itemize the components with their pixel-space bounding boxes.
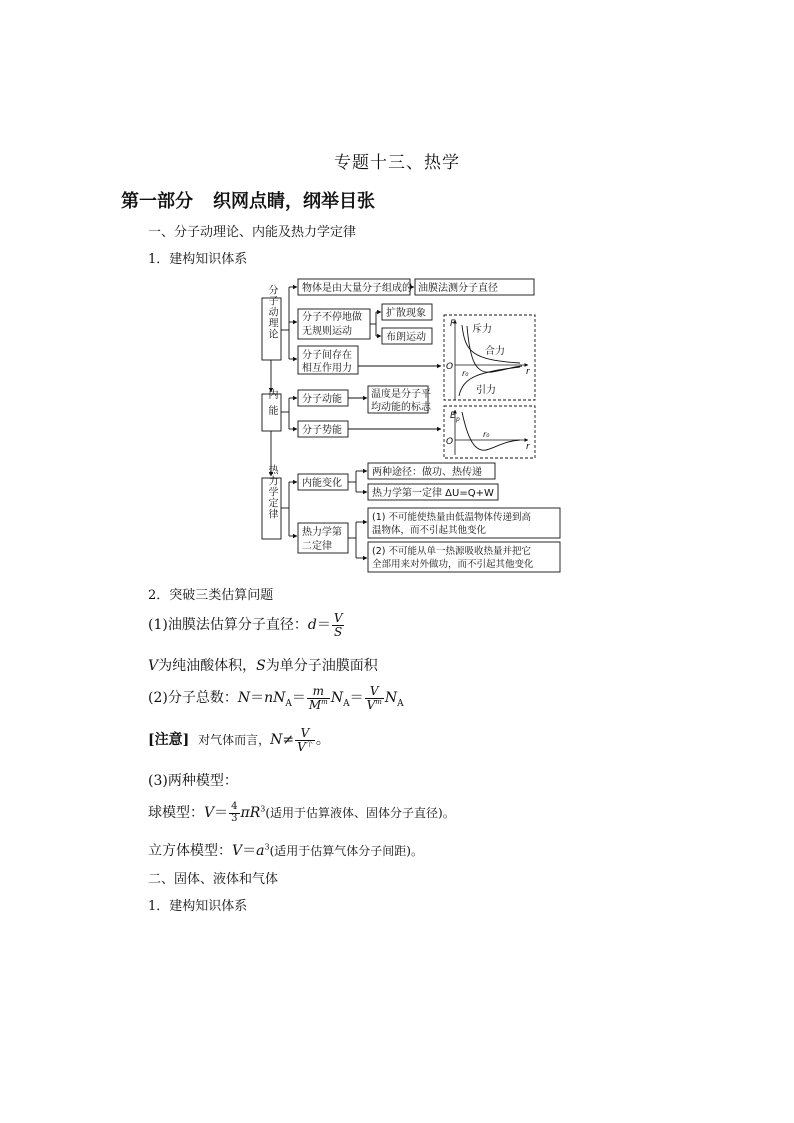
note-N: N	[270, 732, 283, 749]
est2-n: n	[264, 690, 274, 707]
subheading-1: 1．建构知识体系	[148, 252, 248, 267]
box-s2-line-2: 全部用来对外做功，而不引起其他变化	[372, 559, 534, 570]
box-motion-line-1: 分子不停地做	[302, 312, 362, 323]
section-heading-1: 一、分子动理论、内能及热力学定律	[148, 225, 357, 240]
part-text: 织网点睛，纲举目张	[213, 191, 375, 212]
box-s2-line-1: (2) 不可能从单一热源吸收热量并把它	[372, 546, 531, 557]
left-box-2-text: 内能	[266, 389, 277, 421]
box-force-line-2: 相互作用力	[302, 363, 352, 374]
note-Vd: V	[297, 739, 306, 754]
sphere-V: V	[204, 805, 215, 821]
est2-M-sup: m	[321, 697, 328, 706]
graph2-p: p	[456, 416, 460, 423]
note-end: 。	[315, 732, 330, 749]
estimate-1-d: d	[307, 617, 317, 634]
note-Vd-wrap	[295, 741, 315, 754]
box-s1-line-2: 温物体，而不引起其他变化	[372, 525, 487, 536]
sphere-label: 球模型：	[148, 805, 204, 821]
est2-fraction-v	[365, 685, 384, 711]
desc-V: V	[148, 658, 159, 674]
est2-Vm: V	[366, 697, 376, 712]
graph2-O: O	[446, 437, 454, 447]
est2-NA-3: N	[384, 690, 398, 707]
box-ways-text: 两种途径：做功、热传递	[372, 467, 482, 478]
box-second-law-line-2: 二定律	[302, 541, 332, 552]
est2-NA-1: N	[273, 690, 286, 707]
est2-NA-sub-2: A	[343, 698, 350, 709]
sphere-pi-R: πR	[240, 805, 261, 821]
box-first-law-text: 热力学第一定律 ΔU=Q+W	[372, 488, 494, 499]
cube-tail: (适用于估算气体分子间距)。	[269, 844, 423, 858]
section-heading-2: 二、固体、液体和气体	[148, 872, 279, 887]
box-motion-line-2: 无规则运动	[302, 326, 352, 337]
est2-fraction-m	[307, 685, 330, 711]
graph1-repulsion: 斥力	[472, 324, 492, 335]
left-box-3-text: 热力学定律	[266, 464, 277, 520]
box-force-line-1: 分子间存在	[302, 350, 352, 361]
note-line: [注意] 对气体而言，N≠ $\frac{V}{V^个}$ 。	[148, 726, 330, 754]
cube-a: a	[256, 843, 265, 859]
subheading-3: 1．建构知识体系	[148, 899, 248, 914]
box-diffusion-text: 扩散现象	[386, 308, 426, 319]
graph2-r: r	[526, 442, 530, 452]
estimate-1-num: V	[333, 611, 343, 625]
est2-NA-2: N	[330, 690, 344, 707]
box-brownian-text: 布朗运动	[386, 332, 426, 343]
cube-model: 立方体模型：$V=a^3$(适用于估算气体分子间距)。	[148, 842, 423, 859]
graph1-r0: r₀	[462, 369, 469, 378]
note-text: 对气体而言，	[198, 733, 271, 748]
subheading-2: 2．突破三类估算问题	[148, 588, 274, 603]
cube-label: 立方体模型：	[148, 843, 232, 859]
sphere-tail: (适用于估算液体、固体分子直径)。	[265, 806, 455, 820]
note-V: V	[295, 727, 315, 741]
est2-Vm-sup: m	[375, 697, 382, 706]
box-change-text: 内能变化	[302, 478, 342, 489]
sphere-fraction	[229, 802, 239, 824]
est2-NA-sub-1: A	[285, 698, 292, 709]
cube-V: V	[232, 843, 243, 859]
potential-graph-frame	[444, 406, 535, 458]
est2-Vm-wrap	[365, 699, 384, 712]
graph2-r0: r₀	[483, 430, 490, 439]
graph1-O: O	[446, 362, 454, 372]
est2-m: m	[307, 685, 330, 699]
part-heading	[121, 187, 375, 213]
estimate-1-label: (1)油膜法估算分子直径：	[148, 617, 308, 634]
estimate-1-fraction	[332, 612, 345, 638]
note-Vd-sub: 个	[305, 739, 313, 748]
graph2-E: E	[450, 411, 456, 421]
est2-M: M	[308, 697, 322, 712]
est2-NA-sub-3: A	[397, 698, 404, 709]
box-pe-text: 分子势能	[302, 425, 342, 436]
left-box-1-char-1: 分子动理论	[266, 284, 277, 340]
note-fraction	[295, 727, 315, 753]
note-label: [注意]	[148, 732, 190, 749]
estimate-2: (2)分子总数：$N=nN_A=$ $\frac{m}{M^m}$ $N_A=$ $\frac{V}{V^m}$ $N_A$	[148, 684, 404, 712]
knowledge-diagram	[255, 272, 565, 577]
estimate-1: (1)油膜法估算分子直径：d＝ $\frac{V}{S}$	[148, 611, 343, 639]
sphere-num: 4	[231, 801, 238, 812]
box-bigsize-text: 物体是由大量分子组成的	[302, 283, 412, 294]
estimate-1-den: S	[334, 624, 343, 639]
graph1-net: 合力	[485, 346, 505, 357]
box-temp-line-1: 温度是分子平	[371, 389, 431, 400]
desc-text-1: 为纯油酸体积，	[158, 658, 257, 674]
box-temp-line-2: 均动能的标志	[371, 402, 431, 413]
sphere-den: 3	[231, 812, 238, 824]
graph1-r: r	[526, 367, 530, 377]
part-label: 第一部分	[121, 191, 193, 212]
estimate-3-heading: (3)两种模型：	[148, 773, 238, 789]
est2-N: N	[237, 690, 251, 707]
desc-text-2: 为单分子油膜面积	[265, 658, 378, 674]
page-title: 专题十三、热学	[334, 153, 460, 173]
est2-V: V	[365, 685, 384, 699]
desc-S: S	[256, 658, 266, 674]
box-s1-line-1: (1) 不可能使热量由低温物体传递到高	[372, 512, 531, 523]
estimate-1-description	[148, 655, 378, 675]
graph1-attraction: 引力	[476, 385, 496, 396]
est2-M-wrap	[307, 699, 330, 712]
box-oil-text: 油膜法测分子直径	[418, 283, 498, 294]
sphere-model: 球模型：V＝ $\frac{4}{3}$ $\pi R^3$(适用于估算液体、固体分子直径)。	[148, 801, 455, 824]
estimate-2-label: (2)分子总数：	[148, 690, 238, 707]
box-second-law-line-1: 热力学第	[302, 527, 342, 538]
graph1-F: F	[450, 319, 456, 329]
box-ke-text: 分子动能	[302, 394, 342, 405]
